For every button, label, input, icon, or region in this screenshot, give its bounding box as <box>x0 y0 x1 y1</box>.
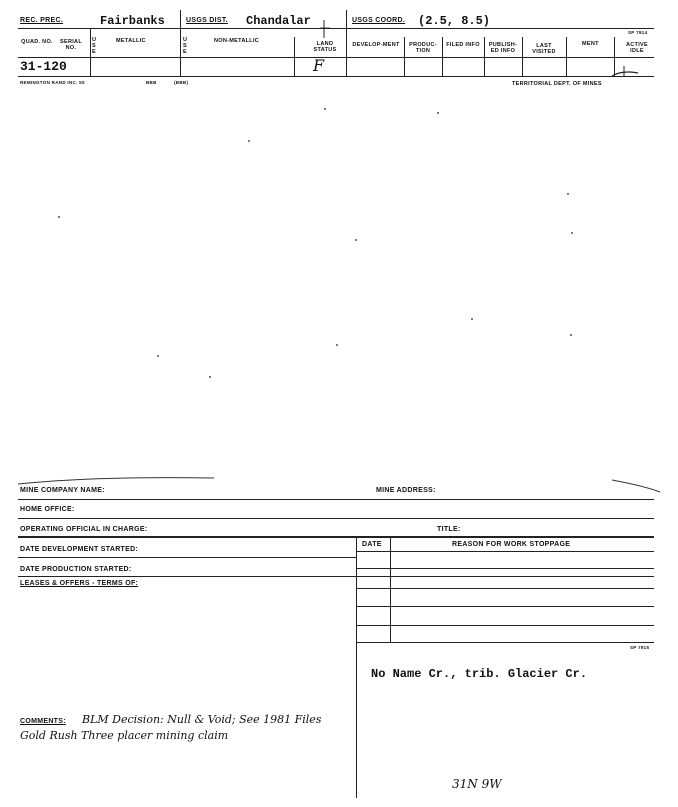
col-last-visited: LAST VISITED <box>532 43 556 56</box>
header-divider <box>566 37 567 76</box>
form-number-top: SP 7914 <box>628 30 648 35</box>
speckle <box>567 193 569 195</box>
comments-label: COMMENTS: <box>20 718 66 725</box>
col-land-status: LAND STATUS <box>313 41 337 54</box>
header-divider <box>90 28 91 76</box>
speckle <box>157 355 159 357</box>
row-line <box>18 576 654 577</box>
mine-address-label: MINE ADDRESS: <box>376 487 436 494</box>
table-line <box>356 606 654 607</box>
printer-label: REMINGTON RAND INC. 50 <box>20 80 85 85</box>
printer-code-2: (BBB) <box>174 80 189 85</box>
speckle <box>471 318 473 320</box>
table-divider <box>356 536 357 798</box>
township-range: 31N 9W <box>452 777 502 791</box>
col-use-2: USE <box>183 37 188 56</box>
record-id: 31-120 <box>20 59 67 74</box>
row-line <box>18 499 654 500</box>
col-metallic: METALLIC <box>116 38 146 44</box>
operating-official-label: OPERATING OFFICIAL IN CHARGE: <box>20 526 148 533</box>
col-ment: MENT <box>582 41 599 47</box>
col-nonmetallic: NON-METALLIC <box>214 38 260 44</box>
row-line <box>18 536 654 538</box>
mine-company-name-label: MINE COMPANY NAME: <box>20 487 105 494</box>
header-divider <box>180 10 181 76</box>
date-production-label: DATE PRODUCTION STARTED: <box>20 566 132 573</box>
top-edge-curve <box>14 470 664 500</box>
printer-code-1: BBB <box>146 80 157 85</box>
pencil-scribble-mark <box>312 18 342 40</box>
speckle <box>570 334 572 336</box>
date-development-label: DATE DEVELOPMENT STARTED: <box>20 546 139 553</box>
col-use: USE <box>92 37 97 56</box>
rec-prec-value: Fairbanks <box>100 14 165 28</box>
title-label: TITLE: <box>437 526 461 533</box>
col-serial: SERIAL NO. <box>60 39 82 52</box>
col-filed-info: FILED INFO <box>446 42 480 48</box>
usgs-coord-label: USGS COORD. <box>352 17 406 24</box>
speckle <box>437 112 439 114</box>
speckle <box>324 108 326 110</box>
land-status-mark: F <box>313 56 325 75</box>
speckle <box>248 140 250 142</box>
col-development: DEVELOP-MENT <box>352 42 400 48</box>
speckle <box>571 232 573 234</box>
comments-line-2: Gold Rush Three placer mining claim <box>20 729 229 742</box>
col-published-info: PUBLISH-ED INFO <box>488 42 518 55</box>
comments-line-1: BLM Decision: Null & Void; See 1981 Files <box>82 713 322 726</box>
usgs-coord-value: (2.5, 8.5) <box>418 14 491 28</box>
row-line <box>18 557 356 558</box>
speckle <box>336 344 338 346</box>
leases-offers-label: LEASES & OFFERS - TERMS OF: <box>20 580 139 587</box>
header-divider <box>522 37 523 76</box>
header-mid-line <box>18 57 654 58</box>
table-line <box>356 625 654 626</box>
col-quad: QUAD. NO. <box>21 39 53 45</box>
form-number-bottom: SP 7915 <box>630 645 650 650</box>
reason-column-header: REASON FOR WORK STOPPAGE <box>452 541 571 548</box>
speckle <box>209 376 211 378</box>
usgs-dist-value: Chandalar <box>246 14 311 28</box>
table-line <box>356 568 654 569</box>
header-divider <box>294 37 295 76</box>
table-line <box>356 588 654 589</box>
location-text: No Name Cr., trib. Glacier Cr. <box>371 667 588 681</box>
date-column-header: DATE <box>362 541 382 548</box>
header-divider <box>404 37 405 76</box>
rec-prec-label: REC. PREC. <box>20 17 64 24</box>
row-line <box>18 518 654 519</box>
header-divider <box>484 37 485 76</box>
usgs-dist-label: USGS DIST. <box>186 17 228 24</box>
speckle <box>58 216 60 218</box>
table-line <box>356 551 654 552</box>
home-office-label: HOME OFFICE: <box>20 506 75 513</box>
table-divider <box>390 536 391 642</box>
territorial-dept-label: TERRITORIAL DEPT. OF MINES <box>512 81 602 87</box>
speckle <box>355 239 357 241</box>
col-active-idle: ACTIVE IDLE <box>626 42 648 55</box>
header-bottom-line <box>18 76 654 77</box>
pencil-check-mark <box>610 62 640 80</box>
col-production: PRODUC-TION <box>409 42 437 55</box>
table-line <box>356 642 654 643</box>
header-divider <box>346 10 347 76</box>
header-divider <box>442 37 443 76</box>
